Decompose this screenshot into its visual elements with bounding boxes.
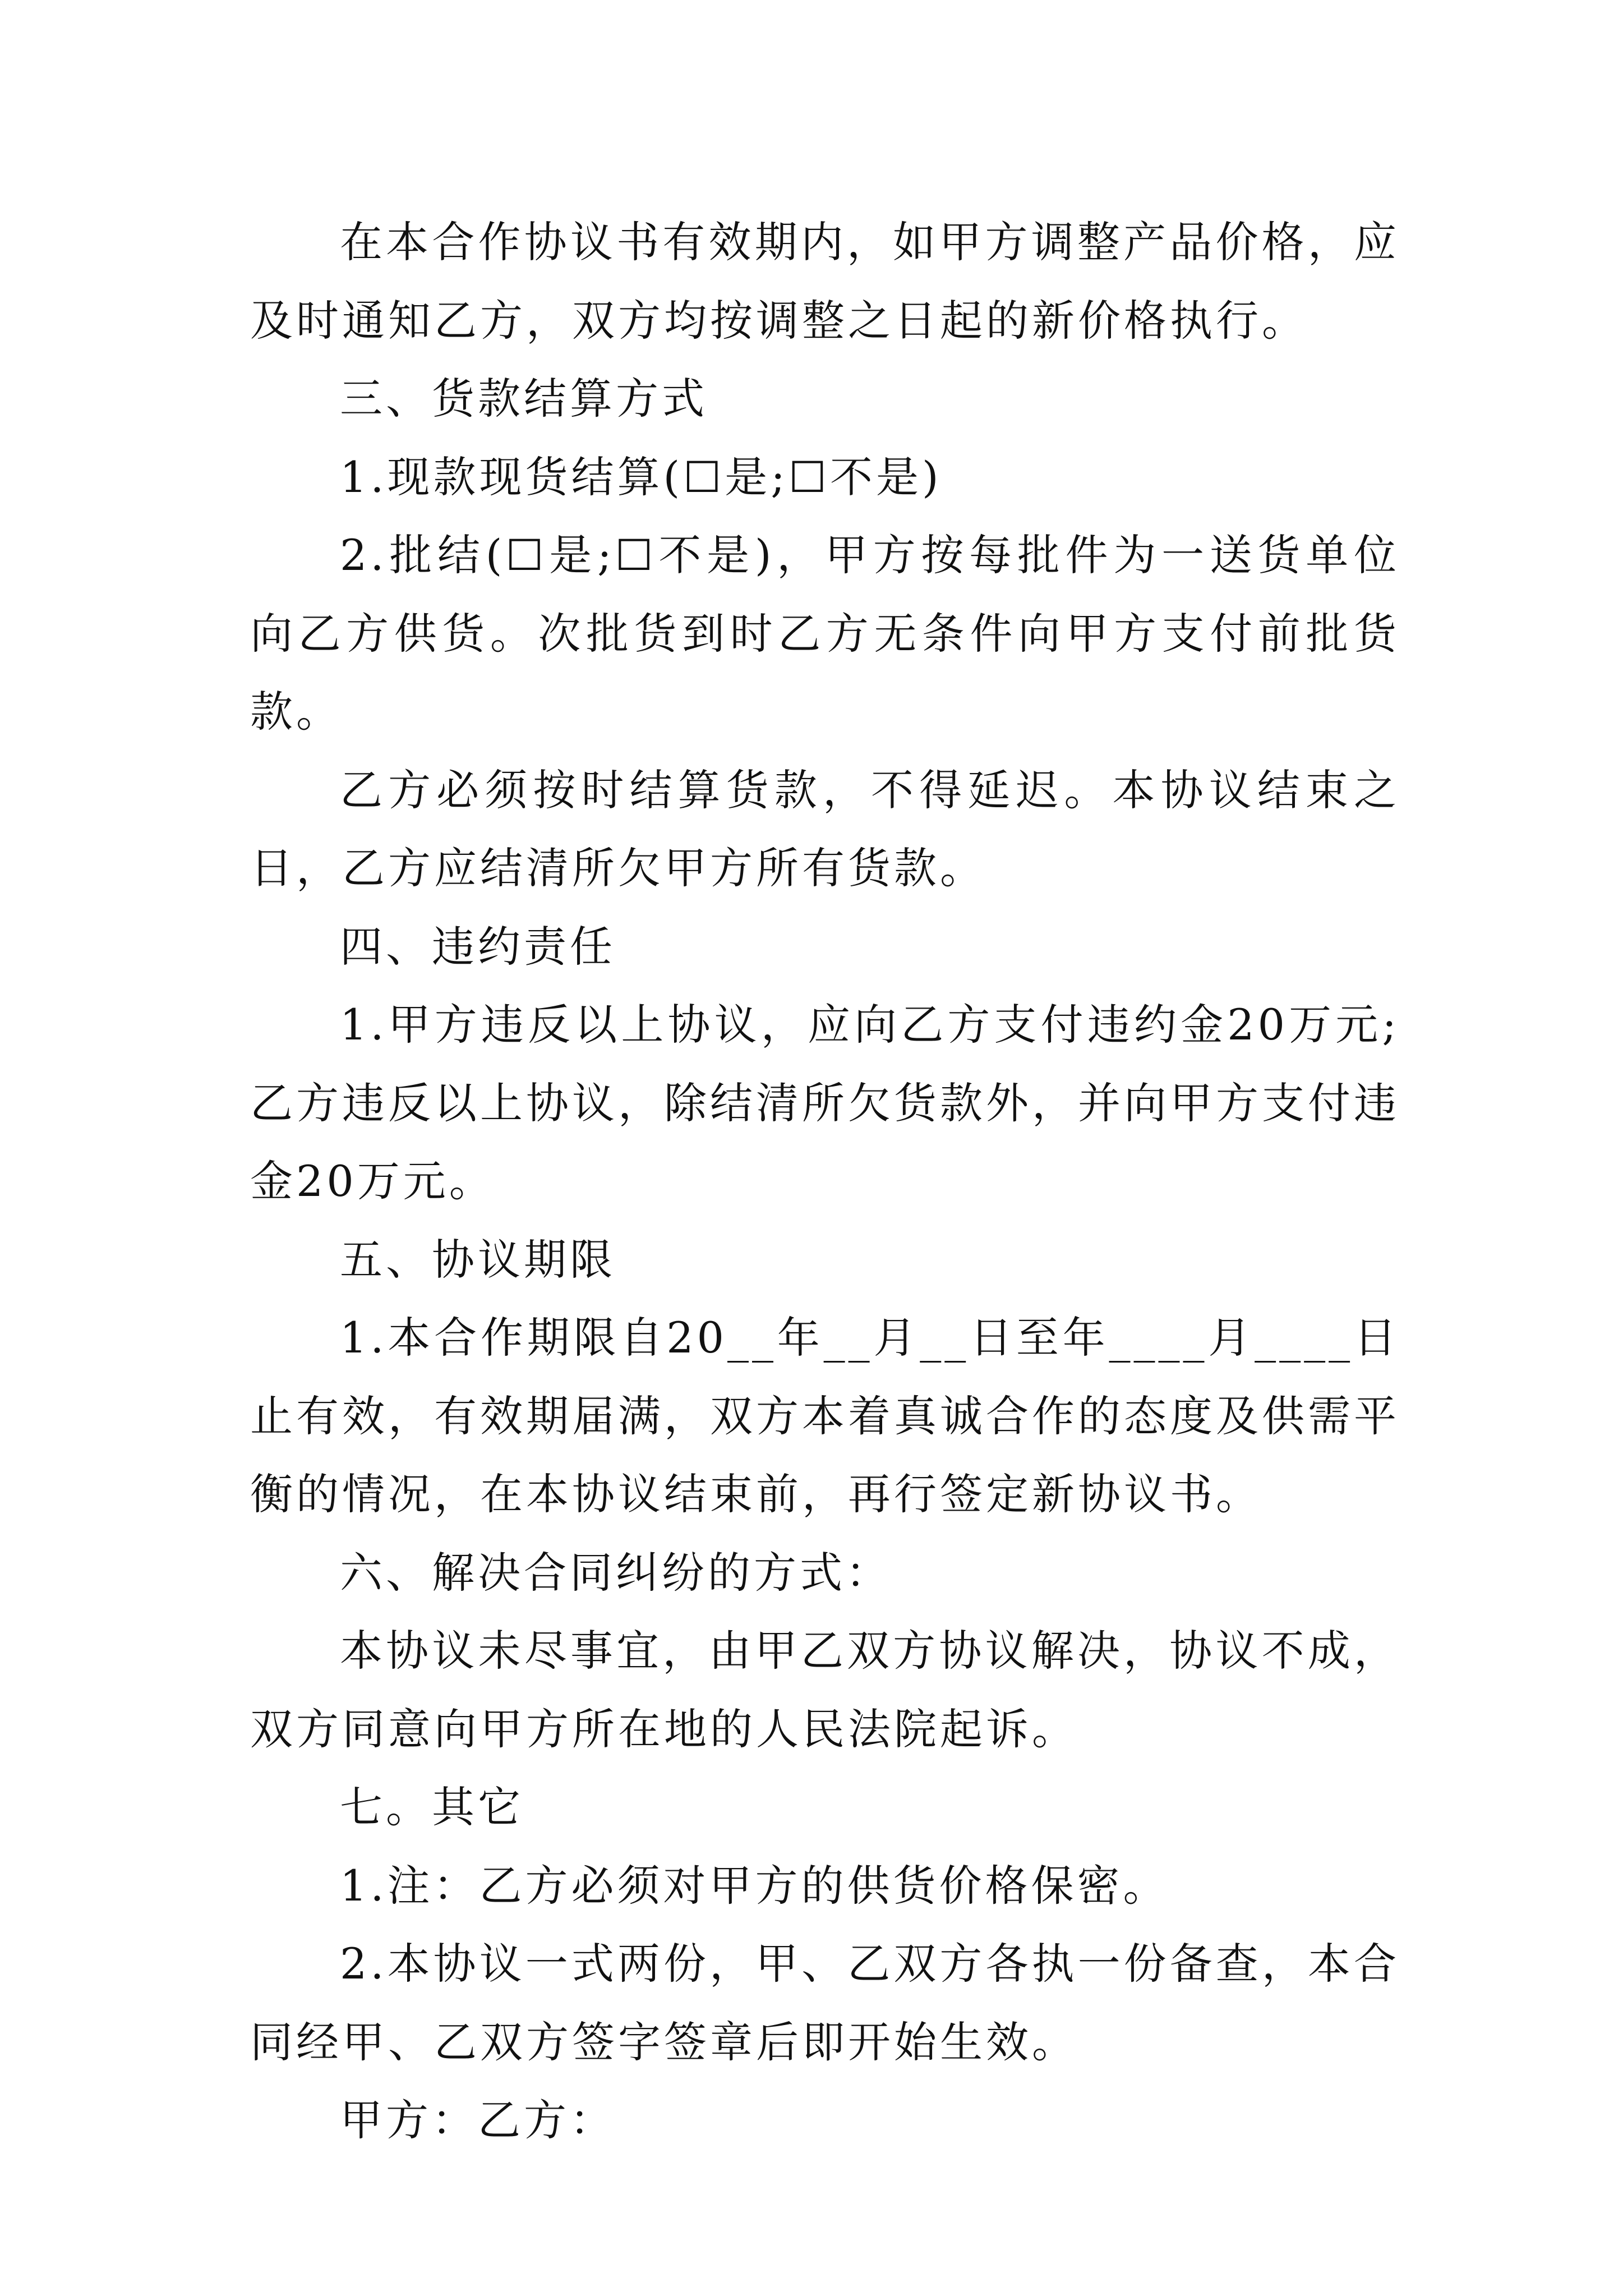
heading-other: 七。其它 [340, 1782, 524, 1832]
clause-confidentiality: 1.注：乙方必须对甲方的供货价格保密。 [340, 1860, 1169, 1911]
signature-line: 甲方：乙方： [340, 2095, 616, 2145]
document-body [250, 203, 1400, 2160]
paragraph-dispute-resolution: 本协议未尽事宜，由甲乙双方协议解决，协议不成，双方同意向甲方所在地的人民法院起诉。 [250, 1626, 1400, 1754]
clause-batch-settlement: 2.批结(☐是;☐不是)，甲方按每批件为一送货单位向乙方供货。次批货到时乙方无条件向甲方支付前批货款。 [250, 530, 1400, 737]
heading-liability: 四、违约责任 [340, 921, 616, 972]
clause-term-period: 1.本合作期限自20__年__月__日至年____月____日止有效，有效期届满，双方本着真诚合作的态度及供需平衡的情况，在本协议结束前，再行签定新协议书。 [250, 1313, 1400, 1519]
paragraph-price-adjustment: 在本合作协议书有效期内，如甲方调整产品价格，应及时通知乙方，双方均按调整之日起的新价格执行。 [250, 217, 1400, 346]
heading-payment-method: 三、货款结算方式 [340, 374, 708, 424]
paragraph-payment-deadline: 乙方必须按时结算货款，不得延迟。本协议结束之日，乙方应结清所欠甲方所有货款。 [250, 765, 1400, 893]
heading-dispute-resolution: 六、解决合同纠纷的方式： [340, 1547, 892, 1598]
heading-term: 五、协议期限 [340, 1234, 616, 1285]
clause-penalty: 1.甲方违反以上协议，应向乙方支付违约金20万元;乙方违反以上协议，除结清所欠货款外，并向甲方支付违金20万元。 [250, 1000, 1400, 1206]
clause-cash-settlement: 1.现款现货结算(☐是;☐不是) [340, 452, 942, 502]
clause-copies-effective: 2.本协议一式两份，甲、乙双方各执一份备查，本合同经甲、乙双方签字签章后即开始生效。 [250, 1939, 1400, 2067]
